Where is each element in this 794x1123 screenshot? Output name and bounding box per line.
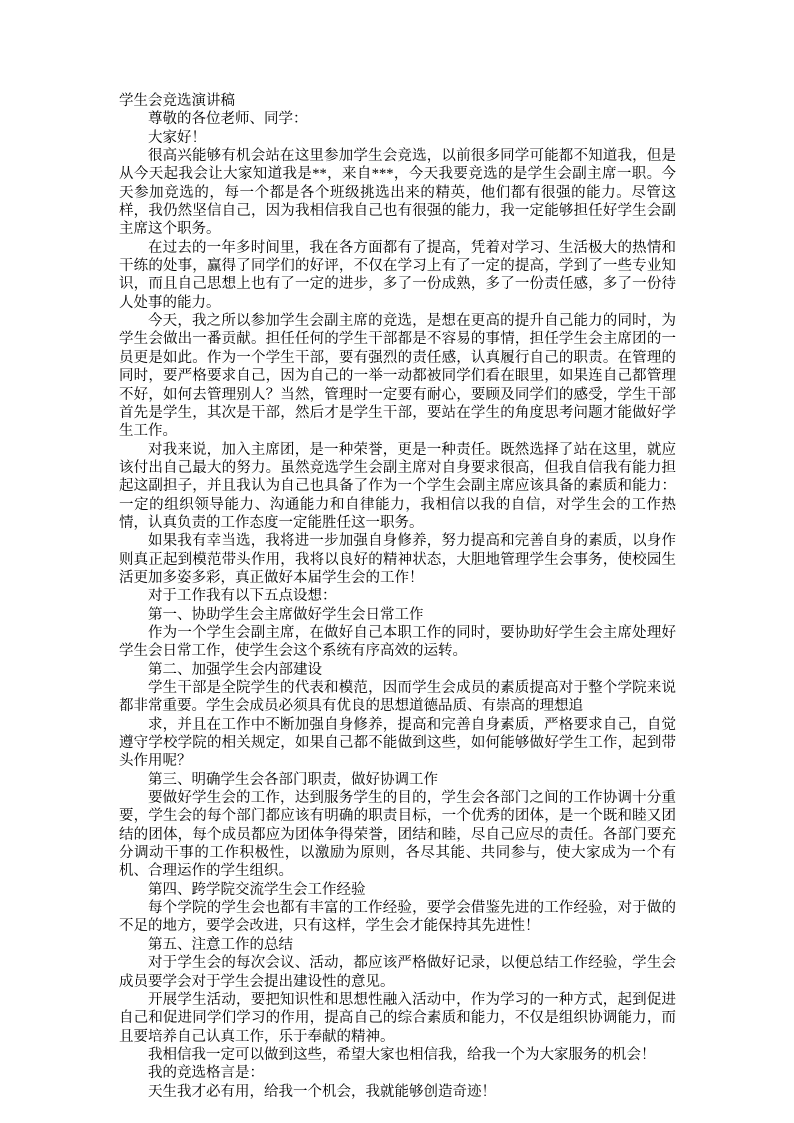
paragraph: 每个学院的学生会也都有丰富的工作经验，要学会借鉴先进的工作经验，对于做的不足的地方，要学会改进，只有这样，学生会才能保持其先进性！ — [119, 900, 676, 935]
paragraph-point-3-heading: 第三、明确学生会各部门职责，做好协调工作 — [148, 771, 438, 788]
paragraph-point-1-heading: 第一、协助学生会主席做好学生会日常工作 — [148, 606, 424, 623]
paragraph: 求，并且在工作中不断加强自身修养，提高和完善自身素质，严格要求自己，自觉遵守学校学院的相关规定，如果自己都不能做到这些，如何能够做好学生工作，起到带头作用呢？ — [119, 716, 676, 770]
paragraph: 学生干部是全院学生的代表和模范，因而学生会成员的素质提高对于整个学院来说都非常重要。学生会成员必须具有优良的思想道德品质、有崇高的理想追 — [119, 680, 676, 715]
paragraph-plan-intro: 对于工作我有以下五点设想： — [148, 588, 337, 605]
paragraph-point-5-heading: 第五、注意工作的总结 — [148, 936, 293, 953]
paragraph: 如果我有幸当选，我将进一步加强自身修养，努力提高和完善自身的素质，以身作则真正起到模范带头作用，我将以良好的精神状态，大胆地管理学生会事务，使校园生活更加多姿多彩，真正做好本届学生会的工作！ — [119, 533, 676, 586]
paragraph-motto: 天生我才必有用，给我一个机会，我就能够创造奇迹！ — [148, 1083, 496, 1100]
paragraph-salutation: 尊敬的各位老师、同学： — [148, 111, 308, 128]
paragraph: 作为一个学生会副主席，在做好自己本职工作的同时，要协助好学生会主席处理好学生会日常工作，使学生会这个系统有序高效的运转。 — [119, 624, 676, 660]
paragraph-motto-intro: 我的竞选格言是： — [148, 1065, 264, 1082]
paragraph-greeting: 大家好！ — [148, 129, 206, 146]
paragraph: 在过去的一年多时间里，我在各方面都有了提高，凭着对学习、生活极大的热情和干练的处事，赢得了同学们的好评，不仅在学习上有了一定的提高，学到了一些专业知识，而且自己思想上也有了一定的进步，多了一份成熟，多了一份责任感，多了一份待人处事的能力。 — [119, 239, 676, 311]
paragraph: 我相信我一定可以做到这些，希望大家也相信我，给我一个为大家服务的机会！ — [148, 1046, 656, 1063]
paragraph: 很高兴能够有机会站在这里参加学生会竞选，以前很多同学可能都不知道我，但是从今天起我会让大家知道我是**，来自***，今天我要竞选的是学生会副主席一职。今天参加竞选的，每一个都是各个班级挑选出来的精英，他们都有很强的能力。尽管这样，我仍然坚信自己，因为我相信我自己也有很强的能力，我一定能够担任好学生会副主席这个职务。 — [119, 148, 676, 238]
paragraph: 要做好学生会的工作，达到服务学生的目的，学生会各部门之间的工作协调十分重要，学生会的每个部门都应该有明确的职责目标，一个优秀的团体，是一个既和睦又团结的团体，每个成员都应为团体争得荣誉，团结和睦，尽自己应尽的责任。各部门要充分调动干事的工作积极性，以激励为原则，各尽其能、共同参与，使大家成为一个有机、合理运作的学生组织。 — [119, 790, 676, 880]
paragraph: 对于学生会的每次会议、活动，都应该严格做好记录，以便总结工作经验，学生会成员要学会对于学生会提出建设性的意见。 — [119, 955, 676, 990]
paragraph: 开展学生活动，要把知识性和思想性融入活动中，作为学习的一种方式，起到促进自己和促进同学们学习的作用，提高自己的综合素质和能力，不仅是组织协调能力，而且要培养自己认真工作，乐于奉献的精神。 — [119, 991, 676, 1045]
paragraph: 对我来说，加入主席团，是一种荣誉，更是一种责任。既然选择了站在这里，就应该付出自己最大的努力。虽然竞选学生会副主席对自身要求很高，但我自信我有能力担起这副担子，并且我认为自己也具备了作为一个学生会副主席应该具备的素质和能力：一定的组织领导能力、沟通能力和自律能力，我相信以我的自信，对学生会的工作热情，认真负责的工作态度一定能胜任这一职务。 — [119, 441, 676, 531]
paragraph-point-4-heading: 第四、跨学院交流学生会工作经验 — [148, 881, 366, 898]
document-title: 学生会竞选演讲稿 — [119, 93, 235, 109]
paragraph-point-2-heading: 第二、加强学生会内部建设 — [148, 661, 322, 678]
document-body — [119, 110, 676, 1101]
paragraph: 今天，我之所以参加学生会副主席的竞选，是想在更高的提升自己能力的同时，为学生会做出一番贡献。担任任何的学生干部都是不容易的事情，担任学生会主席团的一员更是如此。作为一个学生干部，要有强烈的责任感，认真履行自己的职责。在管理的同时，要严格要求自己，因为自己的一举一动都被同学们看在眼里，如果连自己都管理不好，如何去管理别人？当然，管理时一定要有耐心，要顾及同学们的感受，学生干部首先是学生，其次是干部，然后才是学生干部，要站在学生的角度思考问题才能做好学生工作。 — [119, 313, 676, 440]
